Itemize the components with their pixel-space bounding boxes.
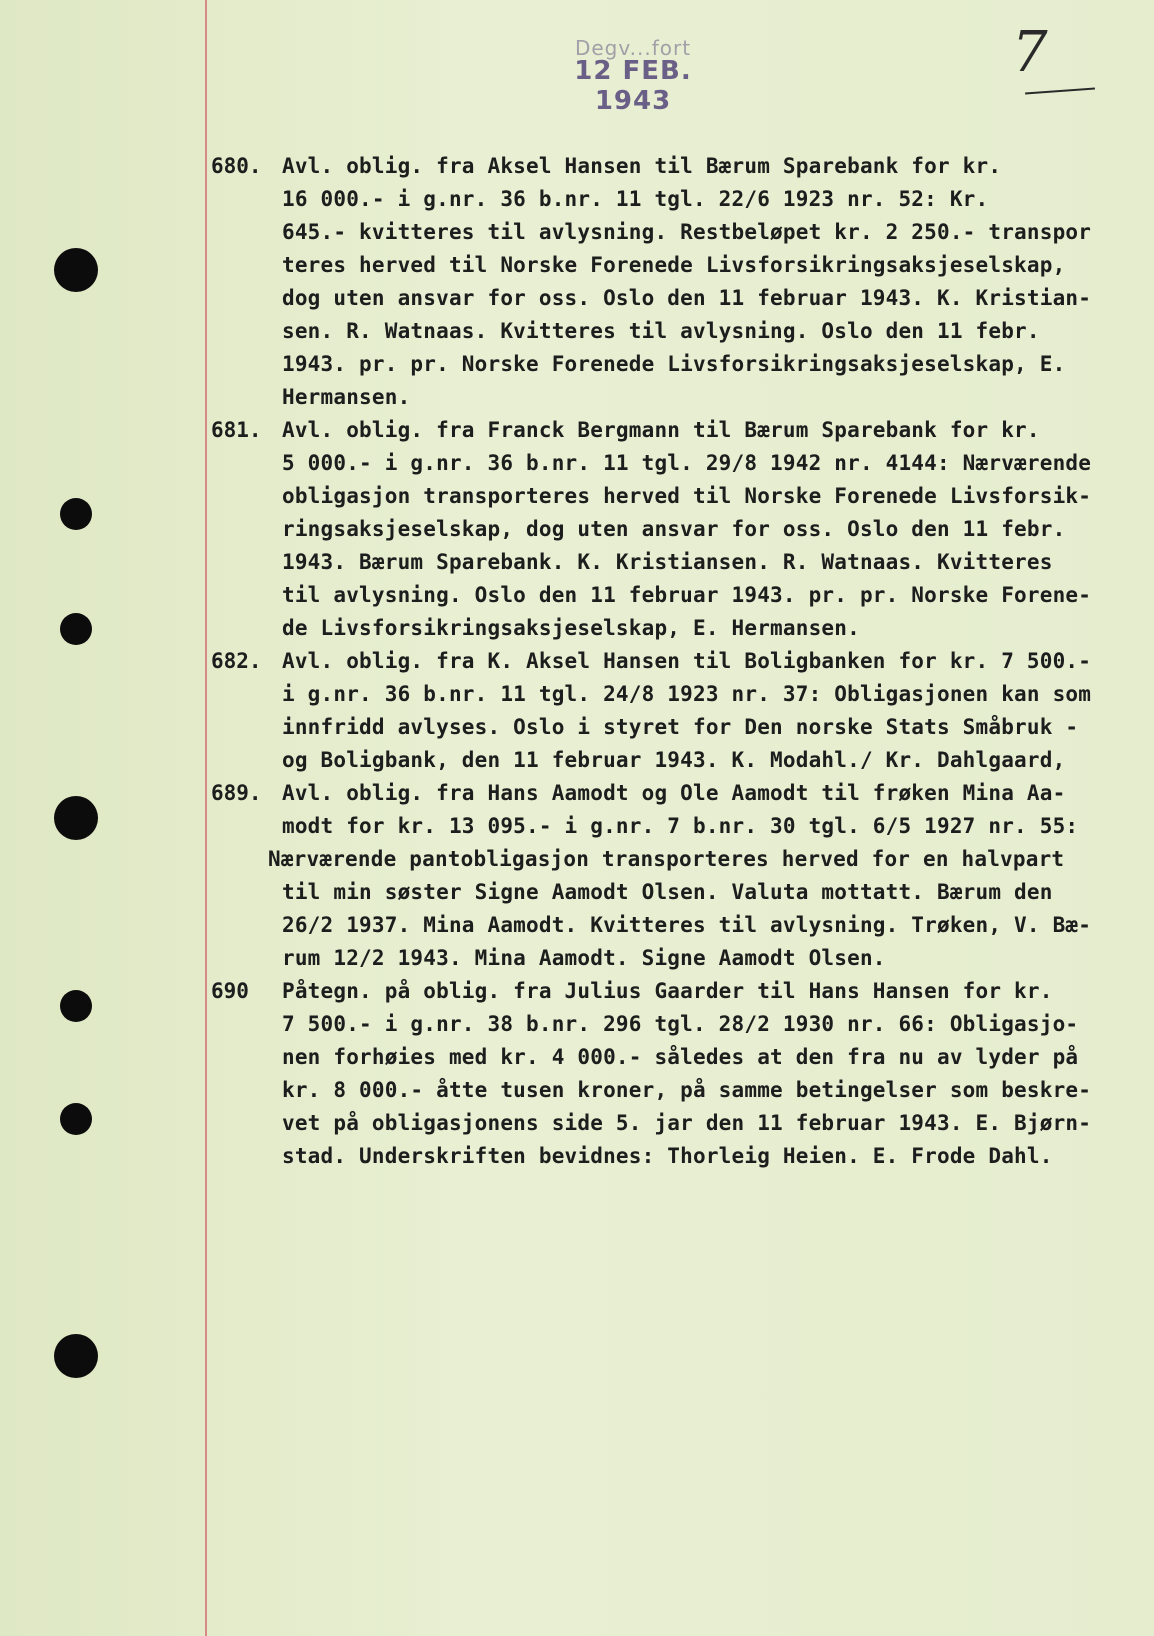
- punch-hole: [60, 613, 92, 645]
- margin-line: [205, 0, 207, 1636]
- entry-line: Avl. oblig. fra K. Aksel Hansen til Boligbanken for kr. 7 500.-: [282, 649, 1092, 673]
- entry-number: 680.: [211, 154, 262, 178]
- date-stamp: [548, 36, 718, 116]
- entry-line: de Livsforsikringsaksjeselskap, E. Hermansen.: [282, 616, 860, 640]
- entry-line: Avl. oblig. fra Aksel Hansen til Bærum Sparebank for kr.: [282, 154, 1002, 178]
- entry-number: 689.: [211, 781, 262, 805]
- entry-line: vet på obligasjonens side 5. jar den 11 februar 1943. E. Bjørn-: [282, 1111, 1092, 1135]
- entry-line: Avl. oblig. fra Hans Aamodt og Ole Aamodt til frøken Mina Aa-: [282, 781, 1066, 805]
- entry-line: 16 000.- i g.nr. 36 b.nr. 11 tgl. 22/6 1923 nr. 52: Kr.: [282, 187, 989, 211]
- entry-line: 5 000.- i g.nr. 36 b.nr. 11 tgl. 29/8 1942 nr. 4144: Nærværende: [282, 451, 1092, 475]
- entry-line: ringsaksjeselskap, dog uten ansvar for oss. Oslo den 11 febr.: [282, 517, 1066, 541]
- entry-line: innfridd avlyses. Oslo i styret for Den norske Stats Småbruk -: [282, 715, 1079, 739]
- punch-hole: [54, 1334, 98, 1378]
- entry-number: 682.: [211, 649, 262, 673]
- punch-hole: [54, 796, 98, 840]
- folio-underline: [1025, 88, 1095, 95]
- entry-line: 1943. Bærum Sparebank. K. Kristiansen. R. Watnaas. Kvitteres: [282, 550, 1053, 574]
- entry-line: obligasjon transporteres herved til Norske Forenede Livsforsik-: [282, 484, 1092, 508]
- entry-line: Avl. oblig. fra Franck Bergmann til Bærum Sparebank for kr.: [282, 418, 1040, 442]
- punch-hole: [60, 990, 92, 1022]
- entry-line: kr. 8 000.- åtte tusen kroner, på samme betingelser som beskre-: [282, 1078, 1092, 1102]
- entry-line: og Boligbank, den 11 februar 1943. K. Modahl./ Kr. Dahlgaard,: [282, 748, 1066, 772]
- entry-line: teres herved til Norske Forenede Livsforsikringsaksjeselskap,: [282, 253, 1066, 277]
- entry-number: 690: [211, 979, 249, 1003]
- entry-line: dog uten ansvar for oss. Oslo den 11 februar 1943. K. Kristian-: [282, 286, 1092, 310]
- entry-number: 681.: [211, 418, 262, 442]
- entry-line: stad. Underskriften bevidnes: Thorleig Heien. E. Frode Dahl.: [282, 1144, 1053, 1168]
- entry-line: 7 500.- i g.nr. 38 b.nr. 296 tgl. 28/2 1930 nr. 66: Obligasjo-: [282, 1012, 1079, 1036]
- entry-line: Hermansen.: [282, 385, 411, 409]
- folio-number: 7: [1012, 20, 1048, 85]
- entry-line: til min søster Signe Aamodt Olsen. Valuta mottatt. Bærum den: [282, 880, 1053, 904]
- punch-hole: [54, 248, 98, 292]
- stamp-date: 12 FEB. 1943: [574, 56, 692, 116]
- entry-line: i g.nr. 36 b.nr. 11 tgl. 24/8 1923 nr. 37: Obligasjonen kan som: [282, 682, 1092, 706]
- entry-line: rum 12/2 1943. Mina Aamodt. Signe Aamodt Olsen.: [282, 946, 886, 970]
- entry-line: Påtegn. på oblig. fra Julius Gaarder til Hans Hansen for kr.: [282, 979, 1053, 1003]
- entry-line: Nærværende pantobligasjon transporteres herved for en halvpart: [268, 847, 1065, 871]
- entry-line: sen. R. Watnaas. Kvitteres til avlysning. Oslo den 11 febr.: [282, 319, 1040, 343]
- punch-hole: [60, 1103, 92, 1135]
- entry-line: modt for kr. 13 095.- i g.nr. 7 b.nr. 30 tgl. 6/5 1927 nr. 55:: [282, 814, 1079, 838]
- stamp-office-text: Degv...fort: [574, 36, 692, 60]
- entry-line: 1943. pr. pr. Norske Forenede Livsforsikringsaksjeselskap, E.: [282, 352, 1066, 376]
- entry-line: til avlysning. Oslo den 11 februar 1943. pr. pr. Norske Forene-: [282, 583, 1092, 607]
- entry-line: nen forhøies med kr. 4 000.- således at den fra nu av lyder på: [282, 1045, 1079, 1069]
- entry-line: 26/2 1937. Mina Aamodt. Kvitteres til avlysning. Trøken, V. Bæ-: [282, 913, 1092, 937]
- punch-hole: [60, 498, 92, 530]
- entry-line: 645.- kvitteres til avlysning. Restbeløpet kr. 2 250.- transpor: [282, 220, 1092, 244]
